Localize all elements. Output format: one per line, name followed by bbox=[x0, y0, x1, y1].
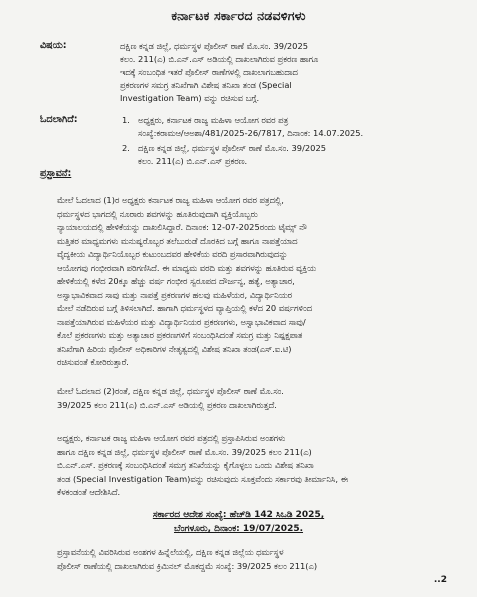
text-line: ಮತ್ತಿತರ ಮಾಧ್ಯಮಗಳು ಮನುಷ್ಯರೊಬ್ಬರ ತಲೆಬುರುಡೆ ದೊರಕಿದ ಬಗ್ಗೆ ಹಾಗೂ ನಾಪತ್ತೆಯಾದ bbox=[57, 235, 298, 246]
references-label: ಓದಲಾಗಿದೆ: bbox=[40, 114, 78, 125]
text-line: ಆಯೋಗವು ಗಂಭೀರವಾಗಿ ಪರಿಗಣಿಸಿದೆ. ಈ ಮಾಧ್ಯಮ ವರದಿ ಮತ್ತು ಶವಗಳನ್ನು ಹೂತಿರುವ ವ್ಯಕ್ತಿಯ bbox=[57, 262, 317, 273]
text-line: ಪ್ರಸ್ತಾವನೆಯಲ್ಲಿ ವಿವರಿಸಿರುವ ಅಂಶಗಳ ಹಿನ್ನೆಲೆಯಲ್ಲಿ, ದಕ್ಷಿಣ ಕನ್ನಡ ಜಿಲ್ಲೆಯ ಧರ್ಮಸ್ಥಳ bbox=[57, 547, 284, 557]
text-line: ಮೇಲೆ ಓದಲಾದ (1)ರ ಅಧ್ಯಕ್ಷರು ಕರ್ನಾಟಕ ರಾಜ್ಯ ಮಹಿಳಾ ಆಯೋಗ ರವರ ಪತ್ರದಲ್ಲಿ, bbox=[57, 195, 284, 205]
text-line: ಅಧ್ಯಕ್ಷರು, ಕರ್ನಾಟಕ ರಾಜ್ಯ ಮಹಿಳಾ ಆಯೋಗ ರವರ ಪತ್ರದಲ್ಲಿ ಪ್ರಸ್ತಾಪಿಸಿರುವ ಅಂಶಗಳು bbox=[57, 433, 286, 443]
text-line: ಕೆಳಕಂಡಂತೆ ಆದೇಶಿಸಿದೆ. bbox=[57, 487, 121, 497]
text-line: ವೈದ್ಯಕೀಯ ವಿದ್ಯಾರ್ಥಿನಿಯೊಬ್ಬರ ಕುಟುಂಬದವರ ಹೇಳಿಕೆಯ ವರದಿ ಪ್ರಸಾರವಾಗಿರುವುದನ್ನು bbox=[57, 249, 288, 259]
text-line: ಪೊಲೀಸ್ ಠಾಣೆಯಲ್ಲಿ ದಾಖಲಾಗಿರುವ ಕ್ರಿಮಿನಲ್ ಮೊಕದ್ದಮೆ ಸಂಖ್ಯೆ: 39/2025 ಕಲಂ 211(ಎ) bbox=[57, 560, 318, 571]
text-line: ಹೇಳಿಕೆಯಲ್ಲಿ ಕಳೆದ 20ಕ್ಕೂ ಹೆಚ್ಚು ವರ್ಷ ಗಂಭೀರ ಸ್ವರೂಪದ ದೌರ್ಜನ್ಯ, ಹತ್ಯೆ, ಅತ್ಯಾಚಾರ, bbox=[57, 276, 295, 286]
reference-number: 1. bbox=[122, 115, 130, 125]
text-line: ರಚಿಸುವಂತೆ ಕೋರಿರುತ್ತಾರೆ. bbox=[57, 357, 129, 367]
text-line: ಪ್ರಕರಣಗಳ ಸಮಗ್ರ ತನಿಖೆಗಾಗಿ ವಿಶೇಷ ತನಿಖಾ ತಂಡ (Special bbox=[120, 80, 292, 90]
text-line: ಇದಕ್ಕೆ ಸಂಬಂಧಿತ ಇತರೆ ಪೊಲೀಸ್ ಠಾಣೆಗಳಲ್ಲಿ ದಾಖಲಾಗಬಹುದಾದ bbox=[120, 67, 298, 77]
preamble-label: ಪ್ರಸ್ತಾವನೆ: bbox=[40, 168, 72, 179]
text-line: ಧರ್ಮಸ್ಥಳದ ಭಾಗದಲ್ಲಿ ನೂರಾರು ಶವಗಳನ್ನು ಹೂತಿರುವುದಾಗಿ ವ್ಯಕ್ತಿಯೊಬ್ಬರು bbox=[57, 208, 258, 219]
text-line: ಹಾಗೂ ದಕ್ಷಿಣ ಕನ್ನಡ ಜಿಲ್ಲೆ, ಧರ್ಮಸ್ಥಳ ಪೊಲೀಸ್ ಠಾಣೆ ಮೊ.ಸಂ. 39/2025 ಕಲಂ 211(ಎ) bbox=[57, 446, 312, 457]
text-line: ಕಲಂ. 211(ಎ) ಬಿ.ಎನ್.ಎಸ್ ಪ್ರಕರಣ. bbox=[138, 156, 248, 166]
order-place-date: ಬೆಂಗಳೂರು, ದಿನಾಂಕ: 19/07/2025. bbox=[173, 524, 304, 534]
document-heading: ಕರ್ನಾಟಕ ಸರ್ಕಾರದ ನಡವಳಿಗಳು bbox=[171, 8, 306, 23]
text-line: ದಕ್ಷಿಣ ಕನ್ನಡ ಜಿಲ್ಲೆ, ಧರ್ಮಸ್ಥಳ ಪೊಲೀಸ್ ಠಾಣೆ ಮೊ.ಸಂ. 39/2025 bbox=[138, 143, 327, 153]
text-line: ಕೊಲೆ ಪ್ರಕರಣಗಳು ಮತ್ತು ಅತ್ಯಾಚಾರ ಪ್ರಕರಣಗಳಿಗೆ ಸಂಬಂಧಿಸಿದಂತೆ ಸಮಗ್ರ ಮತ್ತು ನಿಷ್ಪಕ್ಷಪಾತ bbox=[57, 330, 303, 340]
text-line: ಕಲಂ. 211(ಎ) ಬಿ.ಎನ್.ಎಸ್ ಅಡಿಯಲ್ಲಿ ದಾಖಲಾಗಿರುವ ಪ್ರಕರಣ ಹಾಗೂ bbox=[120, 54, 319, 64]
text-line: ಸಂಖ್ಯೆ:ಕರಾಮಆ/ಆಅಶಾ/481/2025-26/7817, ದಿನಾಂಕ: 14.07.2025. bbox=[138, 128, 364, 138]
text-line: ನಾಪತ್ತೆಯಾಗಿರುವ ಮಹಿಳೆಯರ ಮತ್ತು ವಿದ್ಯಾರ್ಥಿನಿಯರ ಪ್ರಕರಣಗಳು, ಅಸ್ವಾಭಾವಿಕವಾದ ಸಾವು/ bbox=[57, 316, 306, 327]
order-number: ಸರ್ಕಾರದ ಆದೇಶ ಸಂಖ್ಯೆ: ಹೆಚ್‌ಡಿ 142 ಸಿಒಡಿ 2025, bbox=[152, 510, 325, 520]
text-line: ಮೇಲೆ ಓದಲಾದ (2)ರಂತೆ, ದಕ್ಷಿಣ ಕನ್ನಡ ಜಿಲ್ಲೆ, ಧರ್ಮಸ್ಥಳ ಪೊಲೀಸ್ ಠಾಣೆ ಮೊ.ಸಂ. bbox=[57, 386, 284, 396]
text-line: ದಕ್ಷಿಣ ಕನ್ನಡ ಜಿಲ್ಲೆ, ಧರ್ಮಸ್ಥಳ ಪೊಲೀಸ್ ಠಾಣೆ ಮೊ.ಸಂ. 39/2025 bbox=[120, 41, 309, 51]
text-line: ಅಧ್ಯಕ್ಷರು, ಕರ್ನಾಟಕ ರಾಜ್ಯ ಮಹಿಳಾ ಆಯೋಗ ರವರ ಪತ್ರ bbox=[138, 115, 289, 125]
page-number: ..2 bbox=[433, 575, 447, 585]
reference-number: 2. bbox=[122, 143, 130, 153]
text-line: ತನಿಖೆಗಾಗಿ ಹಿರಿಯ ಪೊಲೀಸ್ ಅಧಿಕಾರಿಗಳ ನೇತೃತ್ವದಲ್ಲಿ ವಿಶೇಷ ತನಿಖಾ ತಂಡ(ಎಸ್.ಐ.ಟಿ) bbox=[57, 343, 292, 354]
text-line: 39/2025 ಕಲಂ 211(ಎ) ಬಿ.ಎನ್.ಎಸ್ ಅಡಿಯಲ್ಲಿ ಪ್ರಕರಣ ದಾಖಲಾಗಿರುತ್ತದೆ. bbox=[57, 399, 277, 410]
text-line: ಅಸ್ವಾಭಾವಿಕವಾದ ಸಾವು ಮತ್ತು ನಾಪತ್ತೆ ಪ್ರಕರಣಗಳ ಹಲವು ಮಹಿಳೆಯರ, ವಿದ್ಯಾರ್ಥಿನಿಯರ bbox=[57, 289, 293, 300]
text-line: ತಂಡ (Special Investigation Team)ವನ್ನು ರಚಿಸುವುದು ಸೂಕ್ತವೆಂದು ಸರ್ಕಾರವು ತೀರ್ಮಾನಿಸಿ, ಈ bbox=[57, 473, 348, 484]
text-line: ಮೇಲೆ ನಡೆದಿರುವ ಬಗ್ಗೆ ತಿಳಿಸಲಾಗಿದೆ. ಹಾಗಾಗಿ ಧರ್ಮಸ್ಥಳದ ವ್ಯಾಪ್ತಿಯಲ್ಲಿ ಕಳೆದ 20 ವರ್ಷಗಳಿಂದ bbox=[57, 303, 313, 313]
text-line: ನ್ಯಾಯಾಲಯದಲ್ಲಿ ಹೇಳಿಕೆಯನ್ನು ದಾಖಲಿಸಿದ್ದಾರೆ. ದಿನಾಂಕ: 12-07-2025ರಂದು ಟೈಮ್ಸ್ ನೌ bbox=[57, 222, 307, 232]
text-line: Investigation Team) ವನ್ನು ರಚಿಸುವ ಬಗ್ಗೆ. bbox=[120, 93, 260, 103]
text-line: ಬಿ.ಎನ್.ಎಸ್. ಪ್ರಕರಣಕ್ಕೆ ಸಂಬಂಧಿಸಿದಂತೆ ಸಮಗ್ರ ತನಿಖೆಯನ್ನು ಕೈಗೊಳ್ಳಲು ಒಂದು ವಿಶೇಷ ತನಿಖಾ bbox=[57, 460, 314, 470]
subject-label: ವಿಷಯ: bbox=[40, 40, 67, 51]
